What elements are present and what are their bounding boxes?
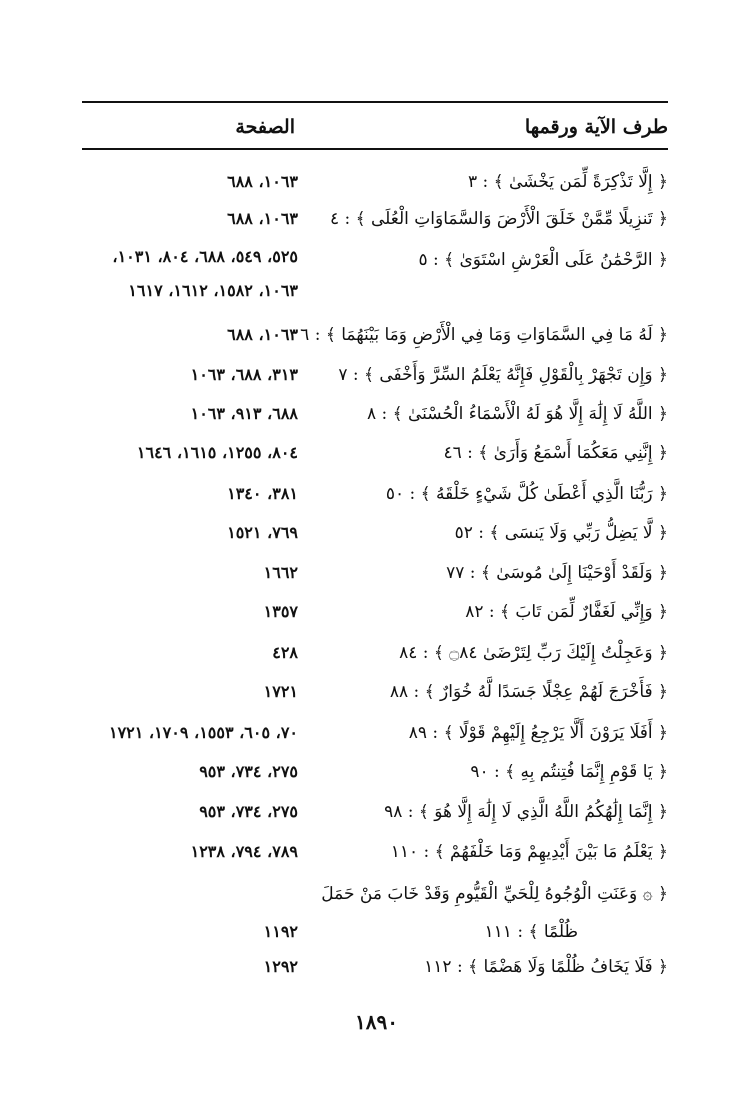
verse-cell: [308, 162, 668, 202]
verse-line: ﴿ لَهُ مَا فِي السَّمَاوَاتِ وَمَا فِي الْأَرْضِ وَمَا بَيْنَهُمَا ﴾ : ٦: [300, 325, 668, 345]
pages-cell: [0, 713, 298, 753]
pages-line: ٣٨١، ١٣٤٠: [227, 484, 298, 503]
pages-line: ١١٩٢: [263, 922, 298, 941]
pages-line: ٢٧٥، ٧٣٤، ٩٥٣: [199, 762, 298, 781]
pages-cell: [0, 474, 298, 514]
pages-line: ٧٨٩، ٧٩٤، ١٢٣٨: [190, 842, 298, 861]
verse-cell: [308, 832, 668, 872]
pages-cell: [0, 832, 298, 872]
pages-line: ٨٠٤، ١٢٥٥، ١٦١٥، ١٦٤٦: [136, 443, 298, 462]
column-header-verse: طرف الآية ورقمها: [524, 116, 668, 138]
pages-line: ١٠٦٣، ١٥٨٢، ١٦١٢، ١٦١٧: [128, 281, 298, 300]
verse-cell: [308, 592, 668, 632]
pages-cell: [0, 792, 298, 832]
verse-line: ﴿ يَعْلَمُ مَا بَيْنَ أَيْدِيهِمْ وَمَا خَلْفَهُمْ ﴾ : ١١٠: [390, 842, 668, 862]
pages-line: ٤٢٨: [272, 643, 298, 662]
verse-cell: [308, 875, 668, 951]
verse-cell: [308, 633, 668, 673]
column-header-page: الصفحة: [235, 116, 295, 138]
verse-line: ﴿ وَعَجِلْتُ إِلَيْكَ رَبِّ لِتَرْضَىٰ ۝٨٤ ﴾ : ٨٤: [399, 643, 668, 663]
header-bottom-rule: [82, 148, 668, 150]
verse-line: ﴿ أَفَلَا يَرَوْنَ أَلَّا يَرْجِعُ إِلَيْهِمْ قَوْلًا ﴾ : ٨٩: [408, 723, 668, 743]
verse-line: ﴿ فَأَخْرَجَ لَهُمْ عِجْلًا جَسَدًا لَّهُ خُوَارٌ ﴾ : ٨٨: [389, 682, 668, 702]
pages-cell: [0, 672, 298, 712]
pages-cell: [0, 947, 298, 987]
pages-cell: [0, 875, 298, 951]
pages-line: ٦٨٨، ٩١٣، ١٠٦٣: [190, 404, 298, 423]
pages-line: ٢٧٥، ٧٣٤، ٩٥٣: [199, 802, 298, 821]
pages-cell: [0, 240, 298, 308]
verse-cell: [308, 672, 668, 712]
pages-line: ١٧٢١: [263, 682, 298, 701]
verse-line: ﴿ لَّا يَضِلُّ رَبِّي وَلَا يَنسَى ﴾ : ٥٢: [454, 523, 668, 543]
pages-cell: [0, 592, 298, 632]
verse-line: ظُلْمًا ﴾ : ١١١: [484, 922, 578, 942]
verse-cell: [308, 947, 668, 987]
pages-cell: [0, 633, 298, 673]
verse-line: ﴿ اللَّهُ لَا إِلَٰهَ إِلَّا هُوَ لَهُ الْأَسْمَاءُ الْحُسْنَىٰ ﴾ : ٨: [366, 404, 668, 424]
page-number: ١٨٩٠: [355, 1010, 398, 1034]
pages-line: ١٦٦٢: [263, 563, 298, 582]
pages-cell: [0, 553, 298, 593]
verse-line: ﴿ إِلَّا تَذْكِرَةً لِّمَن يَخْشَىٰ ﴾ : ٣: [467, 172, 668, 192]
verse-line: ﴿ تَنزِيلًا مِّمَّنْ خَلَقَ الْأَرْضَ وَالسَّمَاوَاتِ الْعُلَى ﴾ : ٤: [329, 209, 668, 229]
verse-cell: [308, 355, 668, 395]
verse-line: ﴿ وَإِنِّي لَغَفَّارٌ لِّمَن تَابَ ﴾ : ٨٢: [465, 602, 668, 622]
pages-cell: [0, 433, 298, 473]
pages-cell: [0, 315, 298, 355]
verse-line: ﴿ فَلَا يَخَافُ ظُلْمًا وَلَا هَضْمًا ﴾ : ١١٢: [424, 957, 668, 977]
verse-line: ﴿ وَإِن تَجْهَرْ بِالْقَوْلِ فَإِنَّهُ يَعْلَمُ السِّرَّ وَأَخْفَى ﴾ : ٧: [338, 365, 668, 385]
verse-line: ﴿ يَا قَوْمِ إِنَّمَا فُتِنتُم بِهِ ﴾ : ٩٠: [470, 762, 668, 782]
verse-line: ﴿ رَبُّنَا الَّذِي أَعْطَىٰ كُلَّ شَيْءٍ خَلْقَهُ ﴾ : ٥٠: [385, 484, 668, 504]
verse-line: ﴿ الرَّحْمَٰنُ عَلَى الْعَرْشِ اسْتَوَىٰ ﴾ : ٥: [418, 250, 668, 270]
verse-line: ﴿ وَلَقَدْ أَوْحَيْنَا إِلَىٰ مُوسَىٰ ﴾ : ٧٧: [446, 563, 668, 583]
verse-cell: [308, 553, 668, 593]
pages-line: ٥٢٥، ٥٤٩، ٦٨٨، ٨٠٤، ١٠٣١،: [112, 247, 298, 266]
verse-cell: [300, 315, 668, 355]
pages-line: ٣١٣، ٦٨٨، ١٠٦٣: [190, 365, 298, 384]
header-top-rule: [82, 101, 668, 103]
pages-cell: [0, 752, 298, 792]
verse-cell: [308, 713, 668, 753]
verse-cell: [308, 513, 668, 553]
verse-cell: [308, 394, 668, 434]
pages-line: ٧٠، ٦٠٥، ١٥٥٣، ١٧٠٩، ١٧٢١: [108, 723, 298, 742]
verse-line: ﴿ إِنَّمَا إِلَٰهُكُمُ اللَّهُ الَّذِي لَا إِلَٰهَ إِلَّا هُوَ ﴾ : ٩٨: [384, 802, 668, 822]
pages-line: ١٣٥٧: [263, 602, 298, 621]
verse-cell: [308, 199, 668, 239]
pages-line: ٧٦٩، ١٥٢١: [227, 523, 298, 542]
verse-cell: [308, 474, 668, 514]
verse-cell: [308, 792, 668, 832]
pages-cell: [0, 513, 298, 553]
pages-cell: [0, 394, 298, 434]
pages-cell: [0, 162, 298, 202]
verse-line: ﴿ ۞ وَعَنَتِ الْوُجُوهُ لِلْحَيِّ الْقَيُّومِ وَقَدْ خَابَ مَنْ حَمَلَ: [321, 884, 668, 904]
verse-cell: [308, 752, 668, 792]
verse-line: ﴿ إِنَّنِي مَعَكُمَا أَسْمَعُ وَأَرَىٰ ﴾ : ٤٦: [443, 443, 668, 463]
pages-line: ١٠٦٣، ٦٨٨: [227, 209, 298, 228]
verse-cell: [308, 240, 668, 280]
pages-line: [0, 875, 298, 913]
pages-cell: [0, 199, 298, 239]
verse-cell: [308, 433, 668, 473]
pages-line: ١٠٦٣، ٦٨٨: [227, 172, 298, 191]
pages-cell: [0, 355, 298, 395]
pages-line: ١٢٩٢: [263, 957, 298, 976]
pages-line: ١٠٦٣، ٦٨٨: [227, 325, 298, 344]
